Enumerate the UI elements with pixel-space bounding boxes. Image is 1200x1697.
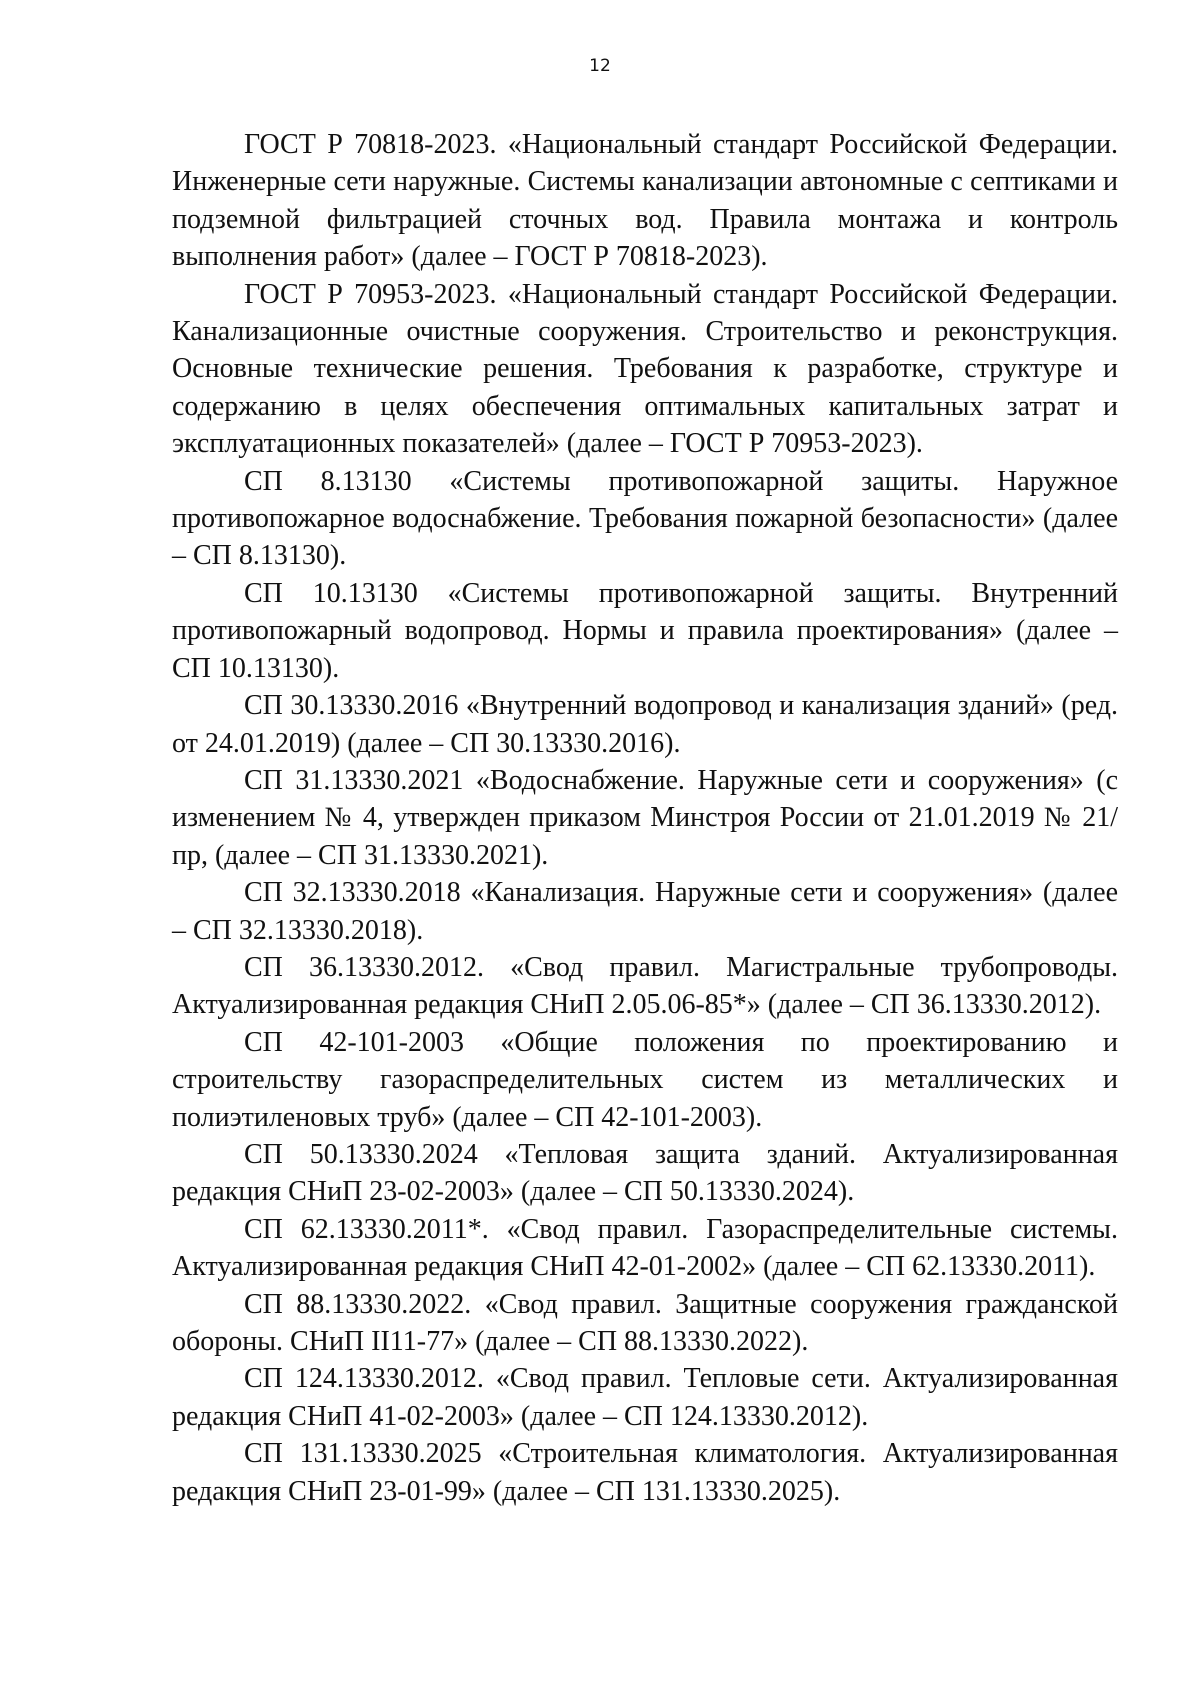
page-number: 12 <box>589 56 611 76</box>
reference-sp-50-13330-2024: СП 50.13330.2024 «Тепловая защита зданий. Актуализированная редакция СНиП 23-02-2003» (далее – СП 50.13330.2024). <box>172 1138 1118 1208</box>
reference-gost-r-70818-2023: ГОСТ Р 70818-2023. «Национальный стандарт Российской Федерации. Инженерные сети наружные. Системы канализации автономные с септиками и подземной фильтрацией сточных вод. Правила монтажа и контроль выполнения работ» (далее – ГОСТ Р 70818-2023). <box>172 129 1118 273</box>
reference-sp-131-13330-2025: СП 131.13330.2025 «Строительная климатология. Актуализированная редакция СНиП 23-01-99» (далее – СП 131.13330.2025). <box>172 1438 1118 1507</box>
reference-sp-124-13330-2012: СП 124.13330.2012. «Свод правил. Тепловые сети. Актуализированная редакция СНиП 41-02-2003» (далее – СП 124.13330.2012). <box>172 1363 1118 1432</box>
reference-sp-32-13330-2018: СП 32.13330.2018 «Канализация. Наружные сети и сооружения» (далее – СП 32.13330.2018). <box>172 877 1118 946</box>
reference-sp-36-13330-2012: СП 36.13330.2012. «Свод правил. Магистральные трубопроводы. Актуализированная редакция СНиП 2.05.06-85*» (далее – СП 36.13330.2012). <box>172 951 1118 1021</box>
reference-sp-62-13330-2011: СП 62.13330.2011*. «Свод правил. Газораспределительные системы. Актуализированная редакция СНиП 42-01-2002» (далее – СП 62.13330.2011). <box>172 1213 1118 1283</box>
reference-sp-10-13130: СП 10.13130 «Системы противопожарной защиты. Внутренний противопожарный водопровод. Нормы и правила проектирования» (далее – СП 10.13130). <box>172 577 1118 684</box>
reference-sp-8-13130: СП 8.13130 «Системы противопожарной защиты. Наружное противопожарное водоснабжение. Требования пожарной безопасности» (далее – СП 8.13130). <box>172 465 1118 572</box>
reference-gost-r-70953-2023: ГОСТ Р 70953-2023. «Национальный стандарт Российской Федерации. Канализационные очистные сооружения. Строительство и реконструкция. Основные технические решения. Требования к разработке, структуре и содержанию в целях обеспечения оптимальных капитальных затрат и эксплуатационных показателей» (далее – ГОСТ Р 70953-2023). <box>172 278 1118 460</box>
reference-sp-30-13330-2016: СП 30.13330.2016 «Внутренний водопровод и канализация зданий» (ред. от 24.01.2019) (далее – СП 30.13330.2016). <box>172 690 1118 759</box>
reference-sp-42-101-2003: СП 42-101-2003 «Общие положения по проектированию и строительству газораспределительных систем из металлических и полиэтиленовых труб» (далее – СП 42-101-2003). <box>172 1026 1118 1133</box>
references-list <box>172 126 1118 1510</box>
reference-sp-88-13330-2022: СП 88.13330.2022. «Свод правил. Защитные сооружения гражданской обороны. СНиП II11-77» (далее – СП 88.13330.2022). <box>172 1288 1118 1357</box>
reference-sp-31-13330-2021: СП 31.13330.2021 «Водоснабжение. Наружные сети и сооружения» (с изменением № 4, утвержден приказом Минстроя России от 21.01.2019 № 21/пр, (далее – СП 31.13330.2021). <box>172 764 1118 871</box>
